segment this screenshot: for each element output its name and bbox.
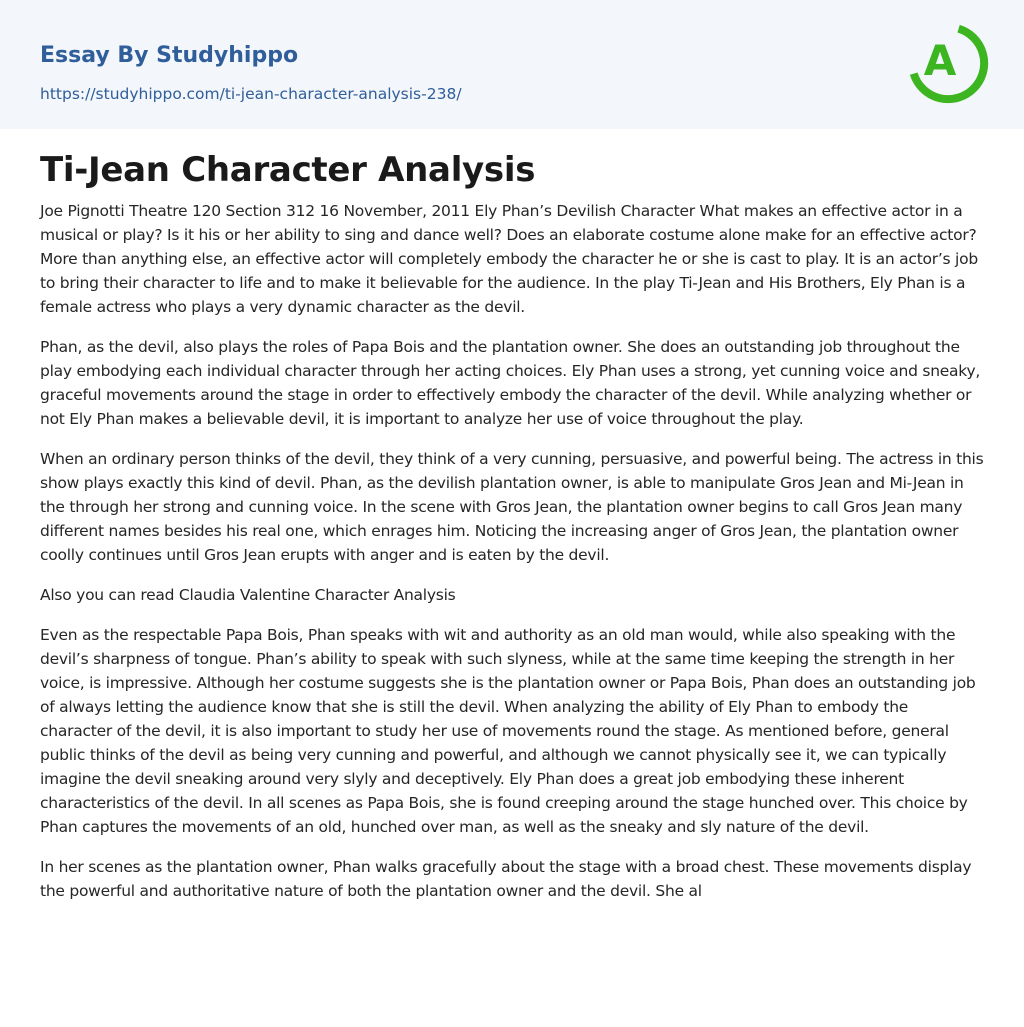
essay-paragraph-2: Phan, as the devil, also plays the roles of Papa Bois and the plantation owner. She does an outstanding job throughout the play embodying each individual character through her acting choices. Ely Phan uses a strong, yet cunning voice and sneaky, graceful movements around the stage in order to effectively embody the character of the devil. While analyzing whether or not Ely Phan makes a believable devil, it is important to analyze her use of voice throughout the play. xyxy=(40,338,981,428)
essay-title: Ti-Jean Character Analysis xyxy=(40,150,536,190)
page-header xyxy=(0,0,1024,129)
essay-paragraph-3: When an ordinary person thinks of the devil, they think of a very cunning, persuasive, and powerful being. The actress in this show plays exactly this kind of devil. Phan, as the devilish plantation owner, is able to manipulate Gros Jean and Mi-Jean in the through her strong and cunning voice. In the scene with Gros Jean, the plantation owner begins to call Gros Jean many different names besides his real one, which enrages him. Noticing the increasing anger of Gros Jean, the plantation owner coolly continues until Gros Jean erupts with anger and is eaten by the devil. xyxy=(40,450,984,564)
studyhippo-logo-icon xyxy=(903,18,989,104)
essay-paragraph-1: Joe Pignotti Theatre 120 Section 312 16 November, 2011 Ely Phan’s Devilish Character What makes an effective actor in a musical or play? Is it his or her ability to sing and dance well? Does an elaborate costume alone make for an effective actor? More than anything else, an effective actor will completely embody the character he or she is cast to play. It is an actor’s job to bring their character to life and to make it believable for the audience. In the play Ti-Jean and His Brothers, Ely Phan is a female actress who plays a very dynamic character as the devil. xyxy=(40,202,978,316)
source-url-link[interactable]: https://studyhippo.com/ti-jean-character-analysis-238/ xyxy=(40,85,462,103)
brand-title: Essay By Studyhippo xyxy=(40,43,299,68)
related-essay-link[interactable]: Also you can read Claudia Valentine Character Analysis xyxy=(40,586,456,604)
logo-letter: A xyxy=(923,36,957,85)
essay-paragraph-5-truncated: In her scenes as the plantation owner, Phan walks gracefully about the stage with a broad chest. These movements display the powerful and authoritative nature of both the plantation owner and the devil. She al xyxy=(40,858,972,900)
essay-paragraph-4: Even as the respectable Papa Bois, Phan speaks with wit and authority as an old man would, while also speaking with the devil’s sharpness of tongue. Phan’s ability to speak with such slyness, while at the same time keeping the strength in her voice, is impressive. Although her costume suggests she is the plantation owner or Papa Bois, Phan does an outstanding job of always letting the audience know that she is still the devil. When analyzing the ability of Ely Phan to embody the character of the devil, it is also important to study her use of movements round the stage. As mentioned before, general public thinks of the devil as being very cunning and powerful, and although we cannot physically see it, we can typically imagine the devil sneaking around very slyly and deceptively. Ely Phan does a great job embodying these inherent characteristics of the devil. In all scenes as Papa Bois, she is found creeping around the stage hunched over. This choice by Phan captures the movements of an old, hunched over man, as well as the sneaky and sly nature of the devil. xyxy=(40,626,976,836)
essay-content xyxy=(0,129,1024,903)
